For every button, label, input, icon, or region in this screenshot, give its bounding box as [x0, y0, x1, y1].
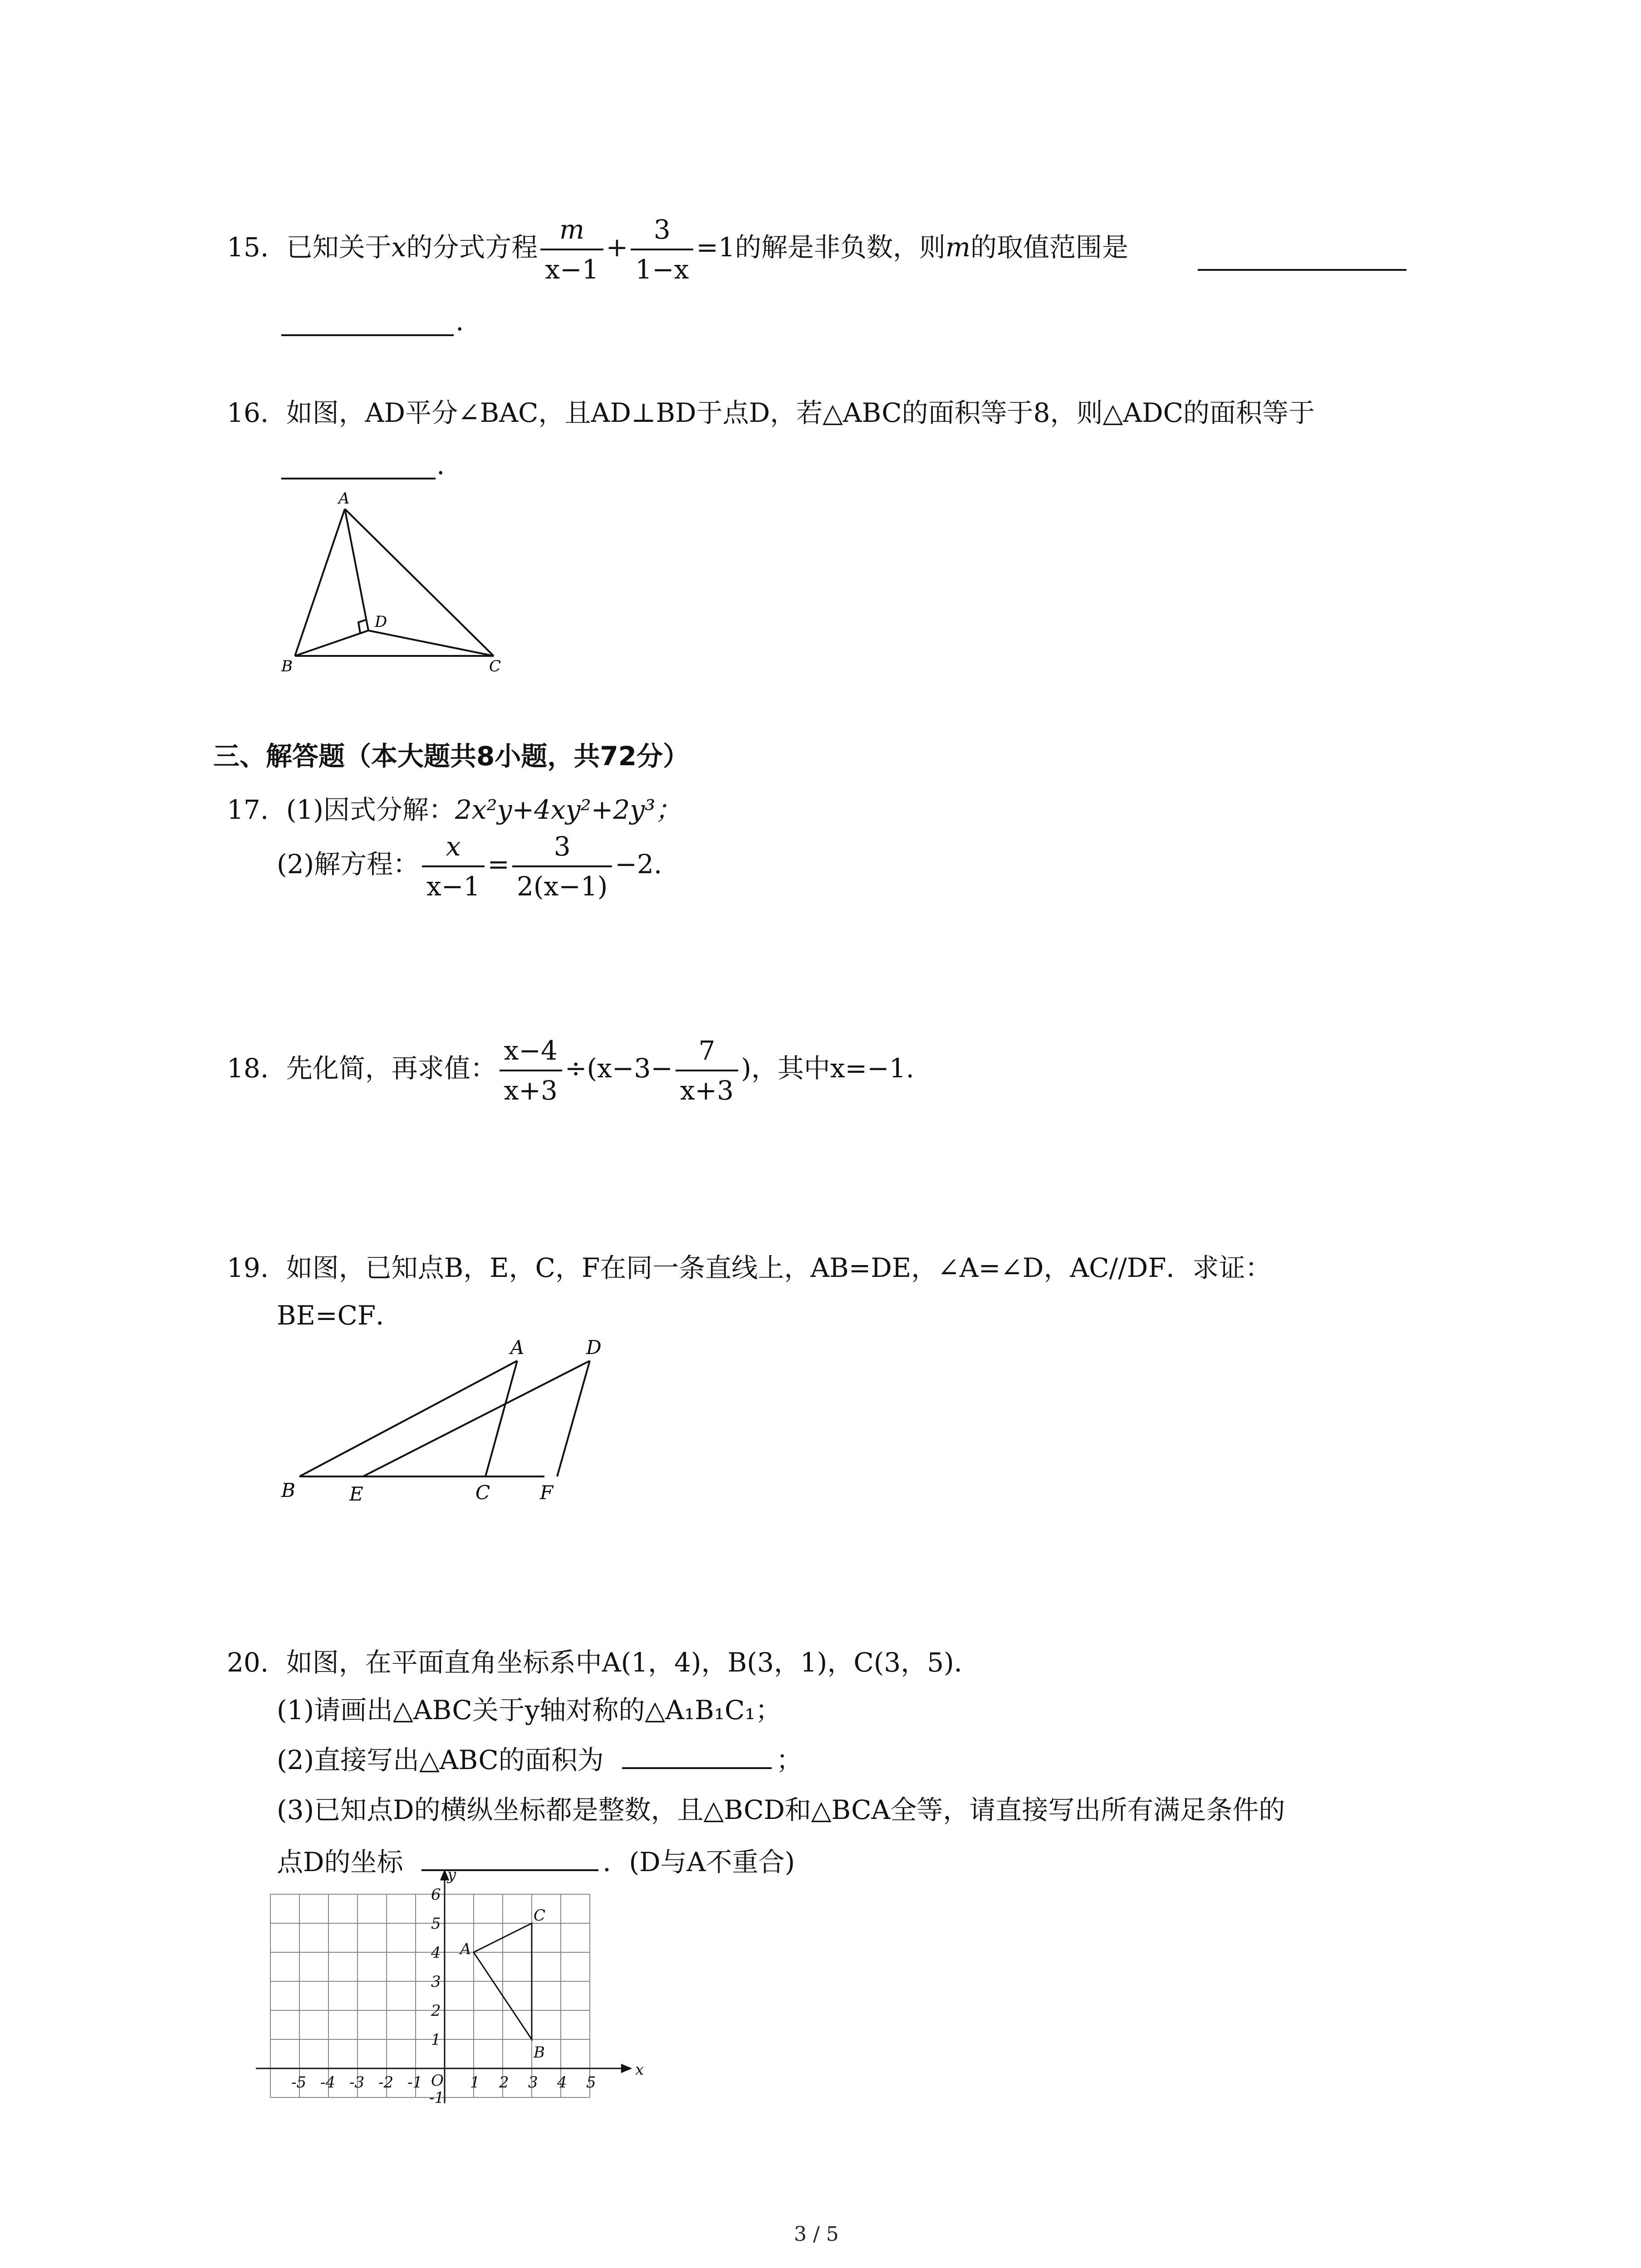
- answer-blank[interactable]: [281, 473, 436, 479]
- question-19: 19. 如图，已知点B，E，C，F在同一条直线上，AB=DE，∠A=∠D，AC//DF．求证：: [227, 1252, 1272, 1283]
- x-tick-label: -1: [407, 2073, 423, 2092]
- question-20: 20. 如图，在平面直角坐标系中A(1，4)，B(3，1)，C(3，5)．: [227, 1647, 980, 1678]
- question-20-part2: (2)直接写出△ABC的面积为 ；: [277, 1745, 803, 1775]
- answer-blank-continued[interactable]: [281, 330, 454, 336]
- fraction: $\frac{m}{x-1}$: [540, 213, 603, 286]
- question-15: 15. 已知关于x的分式方程 $\frac{m}{x-1}$ + $\frac{3}{1-x}$ =1的解是非负数，则m的取值范围是: [227, 214, 1128, 285]
- question-number: 20.: [227, 1647, 269, 1678]
- triangle-figure-16: [272, 485, 508, 685]
- x-axis-arrow: [622, 2065, 630, 2072]
- y-tick-label: 4: [431, 1944, 441, 1962]
- period: .: [456, 306, 464, 337]
- page-number: 3 / 5: [794, 2223, 839, 2246]
- y-tick-label: 1: [431, 2031, 441, 2049]
- triangle-figure-19: [272, 1329, 635, 1520]
- label-F: F: [540, 1481, 554, 1504]
- question-number: 18.: [227, 1053, 269, 1084]
- y-tick-label: 6: [431, 1886, 441, 1904]
- x-tick-label: 5: [586, 2073, 596, 2092]
- answer-blank[interactable]: [622, 1763, 772, 1769]
- fraction: $\frac{x-4}{x+3}$: [500, 1034, 562, 1107]
- question-19-line2: BE=CF．: [277, 1300, 402, 1331]
- coordinate-grid: [272, 1866, 644, 2155]
- label-D: D: [586, 1336, 602, 1359]
- x-axis-label: x: [635, 2061, 644, 2079]
- question-18: 18. 先化简，再求值： $\frac{x-4}{x+3}$ ÷(x−3− $\frac{7}{x+3}$ )，其中x=−1.: [227, 1035, 915, 1106]
- x-tick-label: -2: [378, 2073, 394, 2092]
- fraction: $\frac{x}{x-1}$: [422, 830, 485, 903]
- y-tick-label: 5: [431, 1915, 441, 1933]
- x-tick-label: 1: [470, 2073, 480, 2092]
- question-16: 16. 如图，AD平分∠BAC，且AD⊥BD于点D，若△ABC的面积等于8，则△ADC的面积等于: [227, 397, 1315, 428]
- fraction: $\frac{7}{x+3}$: [676, 1034, 738, 1107]
- answer-blank[interactable]: [1198, 264, 1406, 271]
- fraction: $\frac{3}{2(x-1)}$: [512, 830, 612, 903]
- point-label-B: B: [534, 2043, 545, 2062]
- question-20-part3-line2: 点D的坐标 ．(D与A不重合): [277, 1847, 795, 1877]
- period: .: [436, 450, 445, 480]
- point-label-C: C: [534, 1906, 546, 1925]
- x-tick-label: -3: [349, 2073, 365, 2092]
- question-20-part3: (3)已知点D的横纵坐标都是整数，且△BCD和△BCA全等，请直接写出所有满足条件的: [277, 1794, 1285, 1825]
- question-17-part1: 17. (1)因式分解：2x²y+4xy²+2y³；: [227, 794, 682, 825]
- section-title: 三、解答题（本大题共8小题，共72分）: [213, 741, 690, 772]
- y-tick-label: 2: [431, 2002, 441, 2020]
- label-D: D: [375, 613, 387, 631]
- y-tick-label: -1: [429, 2089, 445, 2107]
- label-C: C: [489, 657, 501, 675]
- label-A: A: [510, 1336, 524, 1359]
- question-number: 16.: [227, 397, 269, 428]
- question-20-part1: (1)请画出△ABC关于y轴对称的△A₁B₁C₁；: [277, 1695, 782, 1725]
- label-C: C: [475, 1481, 490, 1504]
- question-number: 17.: [227, 794, 269, 825]
- x-tick-label: 4: [557, 2073, 567, 2092]
- label-B: B: [281, 657, 293, 675]
- y-axis-label: y: [447, 1866, 456, 1884]
- fraction: $\frac{3}{1-x}$: [631, 213, 693, 286]
- question-17-part2: (2)解方程： $\frac{x}{x-1}$ = $\frac{3}{2(x-1)}$ −2.: [277, 831, 662, 902]
- x-tick-label: -4: [320, 2073, 336, 2092]
- point-label-A: A: [460, 1940, 471, 1958]
- question-number: 19.: [227, 1252, 269, 1283]
- label-B: B: [281, 1479, 295, 1501]
- y-tick-label: 3: [431, 1973, 441, 1991]
- x-tick-label: 2: [499, 2073, 509, 2092]
- label-E: E: [349, 1483, 363, 1505]
- origin-label: O: [431, 2072, 444, 2090]
- question-number: 15.: [227, 232, 269, 263]
- label-A: A: [338, 489, 350, 508]
- x-tick-label: -5: [291, 2073, 307, 2092]
- x-tick-label: 3: [528, 2073, 538, 2092]
